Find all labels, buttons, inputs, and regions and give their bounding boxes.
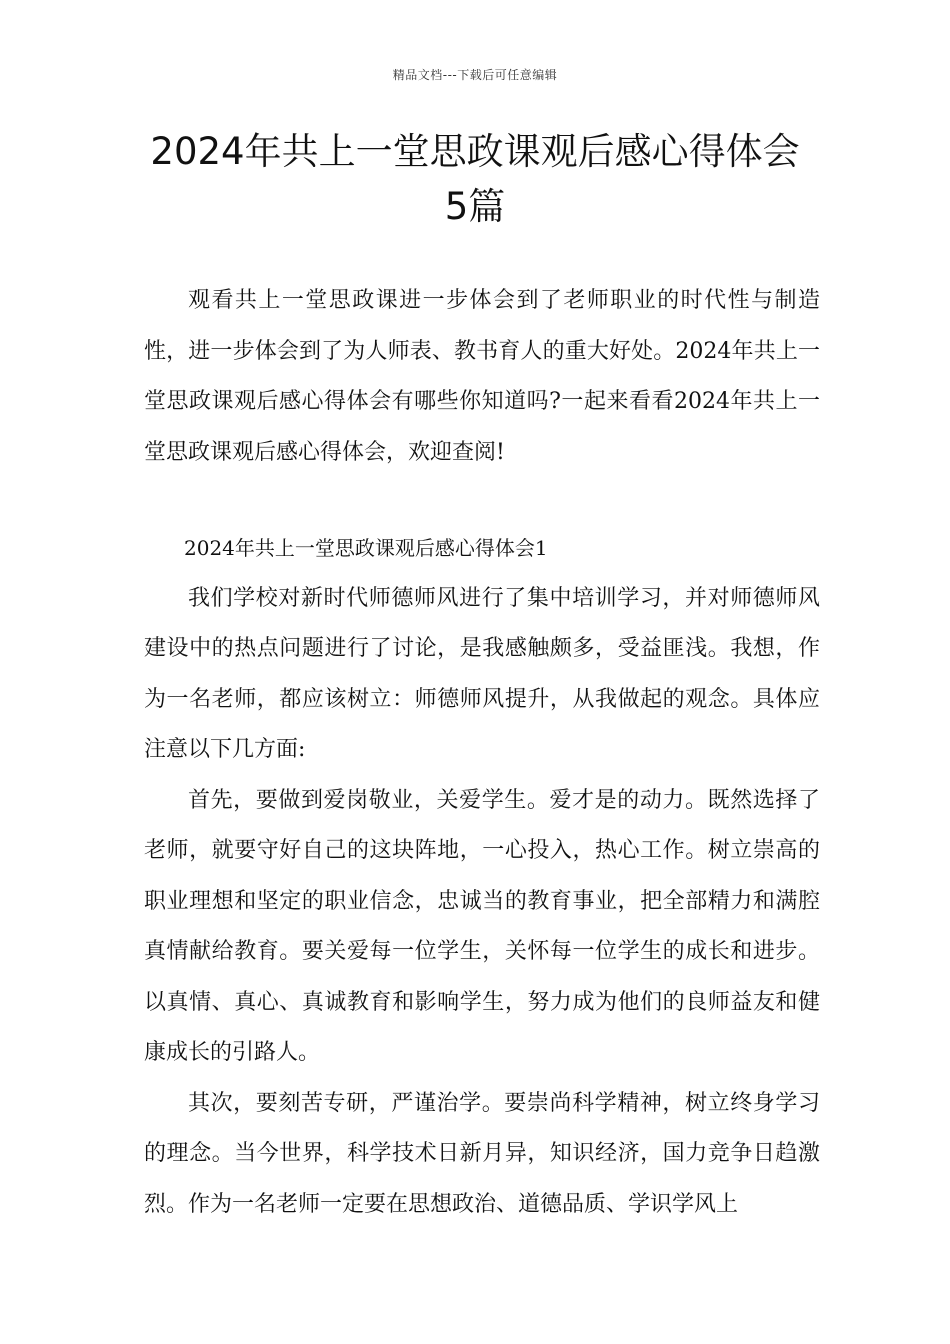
section-heading: 2024年共上一堂思政课观后感心得体会1: [184, 536, 548, 560]
header-note: 精品文档---下载后可任意编辑: [392, 68, 558, 82]
body-paragraph: 其次，要刻苦专研，严谨治学。要崇尚科学精神，树立终身学习的理念。当今世界，科学技术日新月异，知识经济，国力竞争日趋激烈。作为一名老师一定要在思想政治、道德品质、学识学风上: [144, 1090, 820, 1217]
body-paragraph: 首先，要做到爱岗敬业，关爱学生。爱才是的动力。既然选择了老师，就要守好自己的这块阵地，一心投入，热心工作。树立崇高的职业理想和坚定的职业信念，忠诚当的教育事业，把全部精力和满腔真情献给教育。要关爱每一位学生，关怀每一位学生的成长和进步。以真情、真心、真诚教育和影响学生，努力成为他们的良师益友和健康成长的引路人。: [144, 787, 820, 1065]
title-line-1: 2024年共上一堂思政课观后感心得体会: [150, 130, 800, 173]
body-paragraph: 我们学校对新时代师德师风进行了集中培训学习，并对师德师风建设中的热点问题进行了讨论，是我感触颇多，受益匪浅。我想，作为一名老师，都应该树立：师德师风提升，从我做起的观念。具体应注意以下几方面:: [144, 585, 820, 762]
section-1: [144, 523, 820, 1230]
intro-block: [144, 276, 820, 478]
intro-paragraph: 观看共上一堂思政课进一步体会到了老师职业的时代性与制造性，进一步体会到了为人师表、教书育人的重大好处。2024年共上一堂思政课观后感心得体会有哪些你知道吗?一起来看看2024年共上一堂思政课观后感心得体会，欢迎查阅!: [144, 288, 820, 465]
title-line-2: 5篇: [444, 185, 506, 228]
document-title: [120, 124, 830, 234]
